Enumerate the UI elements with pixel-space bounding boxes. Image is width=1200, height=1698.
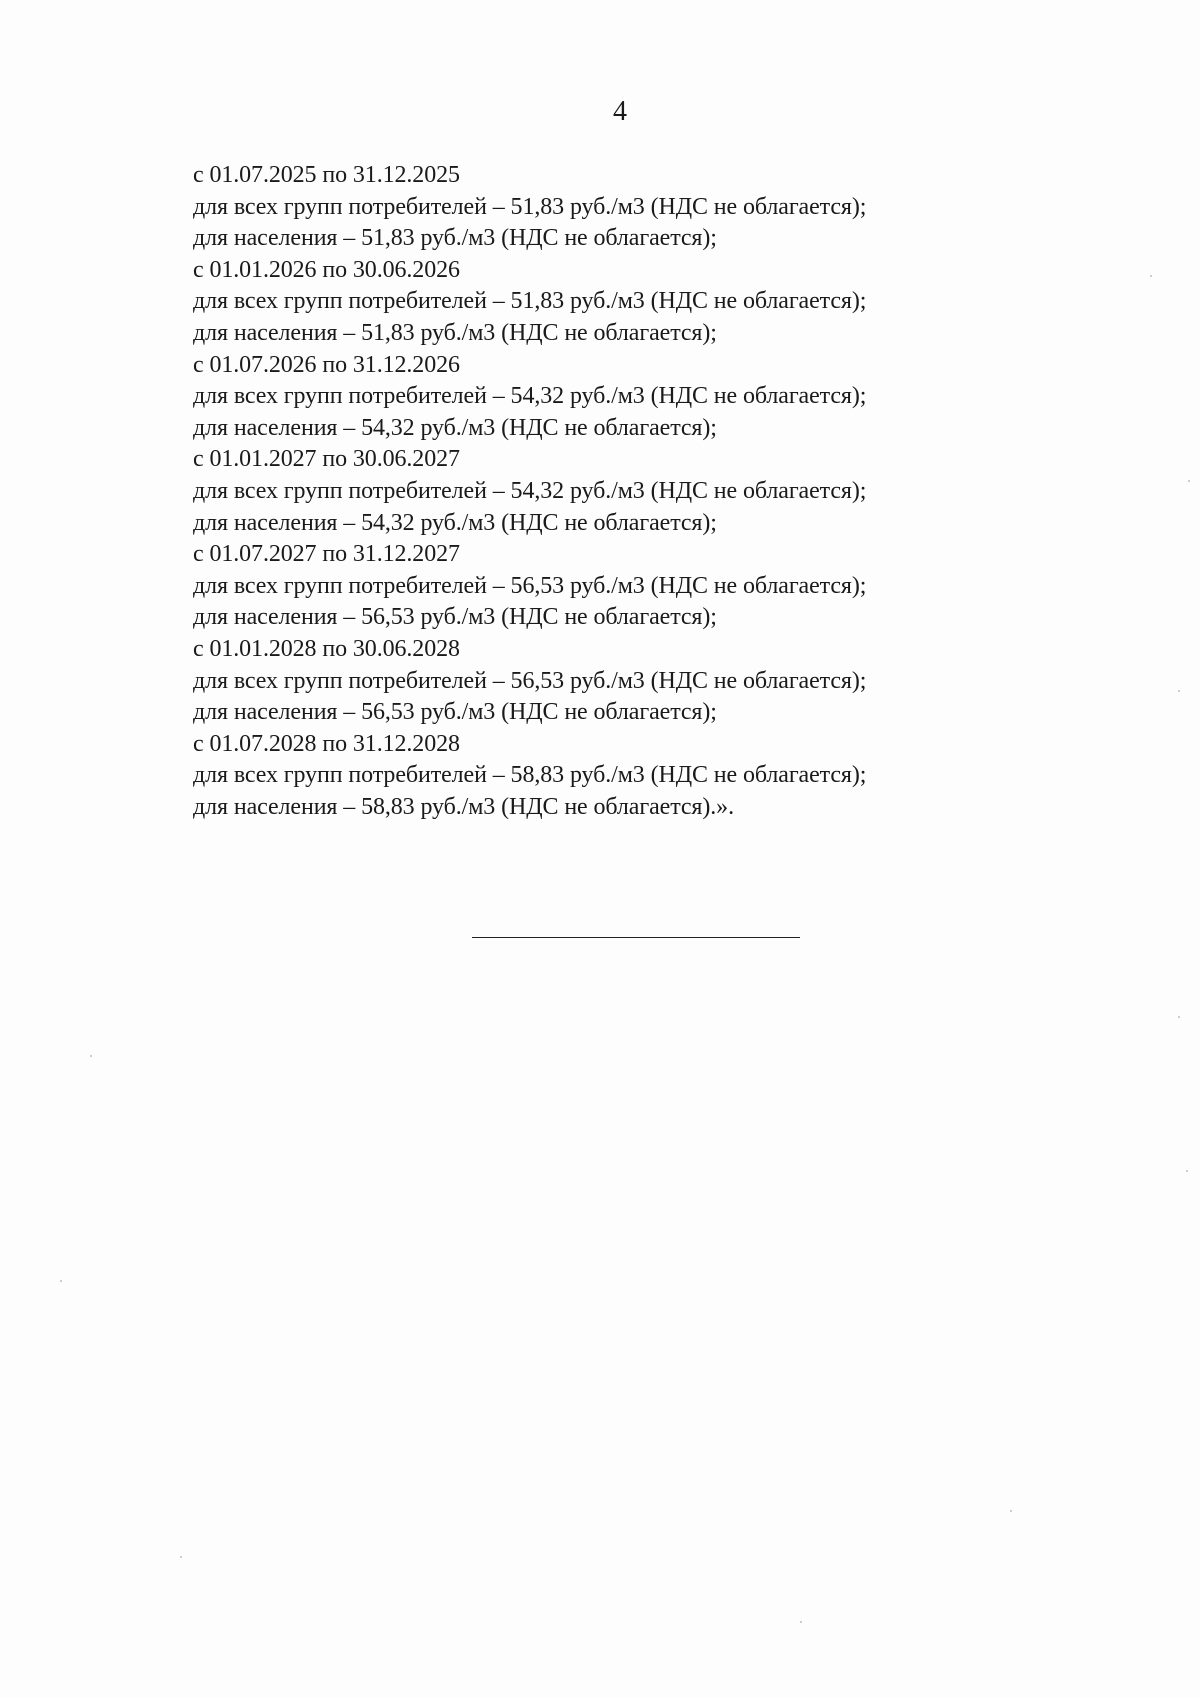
tariff-line-all-consumers: для всех групп потребителей – 51,83 руб./м3 (НДС не облагается); bbox=[193, 288, 867, 315]
scan-speck bbox=[1010, 1510, 1012, 1512]
tariff-line-population: для населения – 51,83 руб./м3 (НДС не облагается); bbox=[193, 319, 717, 346]
scan-speck bbox=[1178, 690, 1180, 692]
tariff-line-population: для населения – 54,32 руб./м3 (НДС не облагается); bbox=[193, 414, 717, 441]
period-line: с 01.01.2028 по 30.06.2028 bbox=[193, 635, 460, 662]
scan-speck bbox=[180, 1556, 182, 1558]
tariff-line-population: для населения – 56,53 руб./м3 (НДС не облагается); bbox=[193, 604, 717, 631]
closing-divider bbox=[472, 937, 800, 938]
tariff-line-all-consumers: для всех групп потребителей – 56,53 руб./м3 (НДС не облагается); bbox=[193, 667, 867, 694]
scan-speck bbox=[800, 1621, 802, 1623]
tariff-line-all-consumers: для всех групп потребителей – 54,32 руб./м3 (НДС не облагается); bbox=[193, 383, 867, 410]
period-line: с 01.07.2028 по 31.12.2028 bbox=[193, 730, 460, 757]
page-number: 4 bbox=[613, 96, 627, 127]
tariff-line-population: для населения – 51,83 руб./м3 (НДС не облагается); bbox=[193, 225, 717, 252]
scan-speck bbox=[1178, 1016, 1180, 1018]
period-line: с 01.01.2027 по 30.06.2027 bbox=[193, 446, 460, 473]
scan-speck bbox=[1186, 1170, 1188, 1172]
scan-speck bbox=[1188, 480, 1190, 482]
period-line: с 01.07.2027 по 31.12.2027 bbox=[193, 541, 460, 568]
tariff-line-population: для населения – 58,83 руб./м3 (НДС не облагается).». bbox=[193, 793, 734, 820]
scan-speck bbox=[90, 1055, 92, 1057]
tariff-text-block bbox=[193, 160, 1093, 823]
tariff-line-population: для населения – 56,53 руб./м3 (НДС не облагается); bbox=[193, 699, 717, 726]
period-line: с 01.07.2026 по 31.12.2026 bbox=[193, 351, 460, 378]
tariff-line-all-consumers: для всех групп потребителей – 54,32 руб./м3 (НДС не облагается); bbox=[193, 477, 867, 504]
scan-speck bbox=[1150, 275, 1152, 277]
period-line: с 01.01.2026 по 30.06.2026 bbox=[193, 256, 460, 283]
tariff-line-all-consumers: для всех групп потребителей – 51,83 руб./м3 (НДС не облагается); bbox=[193, 193, 867, 220]
period-line: с 01.07.2025 по 31.12.2025 bbox=[193, 162, 460, 188]
tariff-line-all-consumers: для всех групп потребителей – 58,83 руб./м3 (НДС не облагается); bbox=[193, 762, 867, 789]
tariff-line-all-consumers: для всех групп потребителей – 56,53 руб./м3 (НДС не облагается); bbox=[193, 572, 867, 599]
scan-speck bbox=[60, 1280, 62, 1282]
tariff-line-population: для населения – 54,32 руб./м3 (НДС не облагается); bbox=[193, 509, 717, 536]
